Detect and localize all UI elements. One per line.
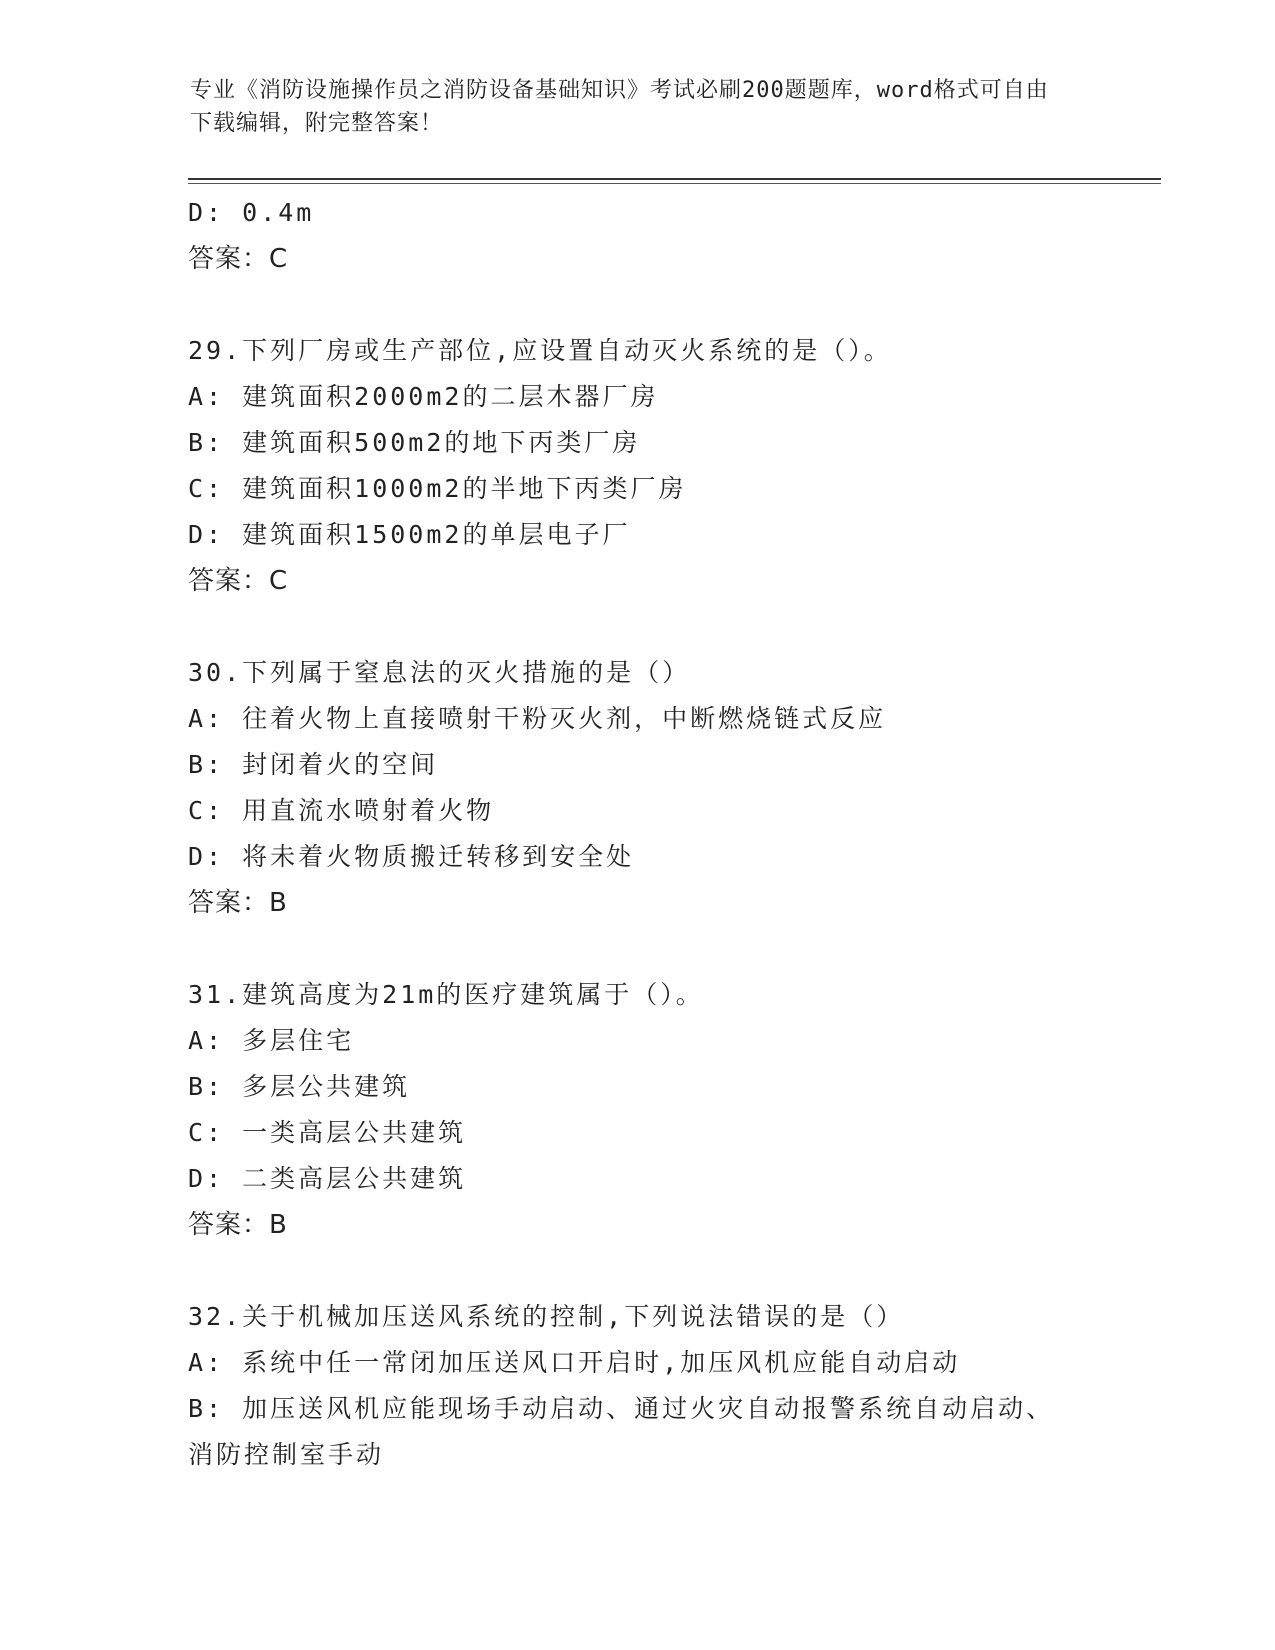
option-d: D: 0.4m (188, 198, 315, 227)
option-b: B: 封闭着火的空间 (188, 750, 439, 779)
answer-line: 答案：C (188, 566, 289, 596)
option-c: C: 一类高层公共建筑 (188, 1118, 467, 1147)
question-stem: 29.下列厂房或生产部位,应设置自动灭火系统的是（）。 (188, 336, 892, 365)
option-a: A: 往着火物上直接喷射干粉灭火剂，中断燃烧链式反应 (188, 704, 887, 733)
option-d: D: 将未着火物质搬迁转移到安全处 (188, 842, 635, 871)
option-d: D: 二类高层公共建筑 (188, 1164, 467, 1193)
spacer (188, 1248, 1088, 1294)
question-stem: 30.下列属于窒息法的灭火措施的是（） (188, 658, 691, 687)
option-b: B: 建筑面积500m2的地下丙类厂房 (188, 428, 641, 457)
option-a: A: 系统中任一常闭加压送风口开启时,加压风机应能自动启动 (188, 1348, 961, 1377)
spacer (188, 926, 1088, 972)
option-c: C: 建筑面积1000m2的半地下丙类厂房 (188, 474, 687, 503)
header-divider-thin (188, 183, 1161, 184)
answer-line: 答案：B (188, 888, 288, 918)
option-c: C: 用直流水喷射着火物 (188, 796, 495, 825)
question-list (188, 190, 1088, 1478)
option-a: A: 多层住宅 (188, 1026, 355, 1055)
answer-line: 答案：C (188, 244, 289, 274)
spacer (188, 604, 1088, 650)
option-d: D: 建筑面积1500m2的单层电子厂 (188, 520, 631, 549)
answer-line: 答案：B (188, 1210, 288, 1240)
spacer (188, 282, 1088, 328)
option-b: B: 多层公共建筑 (188, 1072, 411, 1101)
question-stem: 31.建筑高度为21m的医疗建筑属于（）。 (188, 980, 704, 1009)
document-header: 专业《消防设施操作员之消防设备基础知识》考试必刷200题题库，word格式可自由下载编辑，附完整答案！ (190, 78, 1049, 136)
option-a: A: 建筑面积2000m2的二层木器厂房 (188, 382, 659, 411)
option-b: B: 加压送风机应能现场手动启动、通过火灾自动报警系统自动启动、消防控制室手动 (188, 1394, 1055, 1469)
question-stem: 32.关于机械加压送风系统的控制,下列说法错误的是（） (188, 1302, 905, 1331)
header-divider-thick (188, 178, 1161, 180)
